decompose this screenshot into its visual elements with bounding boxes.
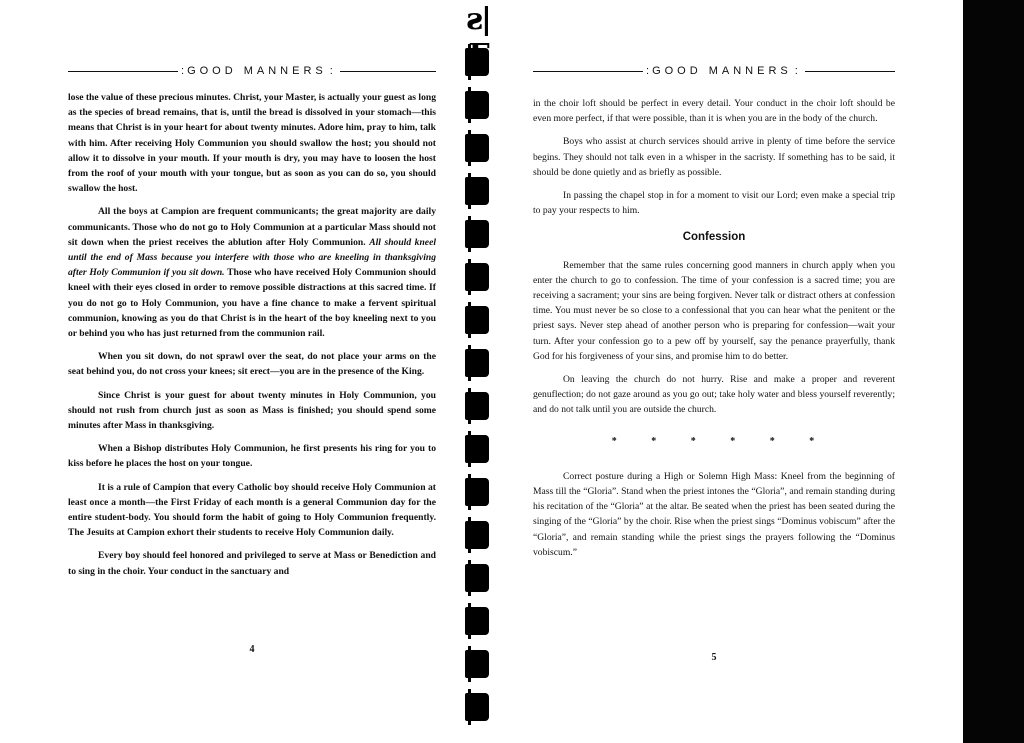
binding-ring-icon bbox=[465, 48, 489, 76]
paragraph: When a Bishop distributes Holy Communion, he first presents his ring for you to kiss before he places the host on your tongue. bbox=[68, 443, 436, 470]
paragraph: All the boys at Campion are frequent communicants; the great majority are daily communicants. Those who do not go to Holy Communion at a particular Mass should not sit down when the priest receives the ablution after Holy Communion. All should kneel until the end of Mass because you interfere with those who are kneeling in thanksgiving after Holy Communion if you sit down. Those who have received Holy Communion should kneel with their eyes closed in order to remove possible distractions at this sacred time. If you do not go to Holy Communion, you have a fine chance to make a fervent spiritual communion, knowing as you do that Christ is in the heart of the boy kneeling next to you or behind you who has just returned from the communion rail. bbox=[68, 206, 436, 340]
paragraph: Since Christ is your guest for about twenty minutes in Holy Communion, you should not rush from church just as soon as Mass is finished; you should spend some minutes after Mass in thanksgiving. bbox=[68, 389, 436, 432]
binding-ring-icon bbox=[465, 435, 489, 463]
binding-ring-icon bbox=[465, 392, 489, 420]
header-rule bbox=[533, 71, 643, 72]
paragraph: Boys who assist at church services should arrive in plenty of time before the service begins. They should not talk even in a whisper in the sacristy. If something has to be said, it should be done quietly and as briefly as possible. bbox=[533, 136, 895, 178]
header-title: GOOD MANNERS bbox=[187, 65, 327, 77]
paragraph: When you sit down, do not sprawl over the seat, do not place your arms on the seat behind you, do not cross your knees; sit erect—you are in the presence of the King. bbox=[68, 351, 436, 378]
header-rule bbox=[805, 71, 895, 72]
header-rule bbox=[68, 71, 178, 72]
left-body-text bbox=[68, 90, 436, 587]
binding-ring-icon bbox=[465, 220, 489, 248]
binding-ring-icon bbox=[465, 650, 489, 678]
page-number: 4 bbox=[249, 644, 255, 655]
binding-ring-icon bbox=[465, 607, 489, 635]
binding-ring-icon bbox=[465, 478, 489, 506]
binding-ring-icon bbox=[465, 91, 489, 119]
page-number: 5 bbox=[711, 652, 717, 663]
left-page bbox=[68, 0, 436, 743]
paragraph: On leaving the church do not hurry. Rise and make a proper and reverent genuflection; do not gaze around as you go out; take holy water and bless yourself reverently; and do not talk until you are outside the church. bbox=[533, 374, 895, 416]
binding-ring-icon bbox=[465, 263, 489, 291]
running-header-left: : GOOD MANNERS : bbox=[68, 63, 436, 79]
binding-ring-icon bbox=[465, 521, 489, 549]
header-rule bbox=[340, 71, 436, 72]
paragraph: Correct posture during a High or Solemn High Mass: Kneel from the beginning of Mass till the “Gloria”. Stand when the priest intones the “Gloria”, and remain standing during his recitation of the “Gloria” at the altar. Be seated when the priest has been seated during the singing of the “Gloria” by the choir. Rise when the priest sings “Dominus vobiscum” after the “Gloria”, and remain standing while the priest sings the prayers following the “Dominus vobiscum.” bbox=[533, 470, 895, 558]
binding-ring-icon bbox=[465, 134, 489, 162]
binding-ring-icon bbox=[465, 349, 489, 377]
section-separator: * * * * * * bbox=[611, 435, 831, 447]
spiral-binding-icon bbox=[458, 0, 498, 743]
right-body-text bbox=[533, 96, 895, 568]
paragraph: It is a rule of Campion that every Catholic boy should receive Holy Communion at least once a month—the First Friday of each month is a general Communion day for the entire student-body. You should form the habit of going to Holy Communion frequently. The Jesuits at Campion exhort their students to receive Holy Communion daily. bbox=[68, 481, 436, 539]
binding-ring-icon bbox=[465, 306, 489, 334]
paragraph: Remember that the same rules concerning good manners in church apply when you enter the church to go to confession. The time of your confession is a sacred time; you are receiving a sacrament; your sins are being forgiven. Never talk or distract others at confession time. You must never be so close to a confessional that you can hear what the penitent or the priest says. Never step ahead of another person who is preparing for confession—wait your turn. After your confession go to a pew off by yourself, say the penance prayerfully, thank God for his forgiveness of your sins, and promise him to do better. bbox=[533, 259, 895, 362]
binding-ring-icon bbox=[465, 177, 489, 205]
running-header-right: : GOOD MANNERS : bbox=[533, 63, 895, 79]
binding-ring-icon bbox=[465, 564, 489, 592]
section-title: Confession bbox=[682, 231, 746, 244]
paragraph: lose the value of these precious minutes. Christ, your Master, is actually your guest as long as the species of bread remains, that is, until the bread is dissolved in your stomach—this means that Christ is in your heart for about twenty minutes. Adore him, pray to him, talk with him. After receiving Holy Communion you should swallow the host; you should not allow it to dissolve in your mouth. If your mouth is dry, you may have to loosen the host from the roof of your mouth with your tongue, but as soon as you can do so, you should swallow the host. bbox=[68, 92, 436, 195]
header-title: GOOD MANNERS bbox=[652, 65, 792, 77]
paragraph: Every boy should feel honored and privileged to serve at Mass or Benediction and to sing in the choir. Your conduct in the sanctuary and bbox=[68, 550, 436, 577]
scan-edge bbox=[963, 0, 1024, 743]
paragraph: in the choir loft should be perfect in every detail. Your conduct in the choir loft should be even more perfect, if that were possible, than it is when you are in the body of the church. bbox=[533, 98, 895, 125]
binding-ring-icon bbox=[465, 693, 489, 721]
right-page bbox=[533, 0, 895, 743]
binding-top-icon: ƨ| bbox=[466, 2, 490, 37]
paragraph: In passing the chapel stop in for a moment to visit our Lord; even make a special trip to pay your respects to him. bbox=[533, 190, 895, 217]
